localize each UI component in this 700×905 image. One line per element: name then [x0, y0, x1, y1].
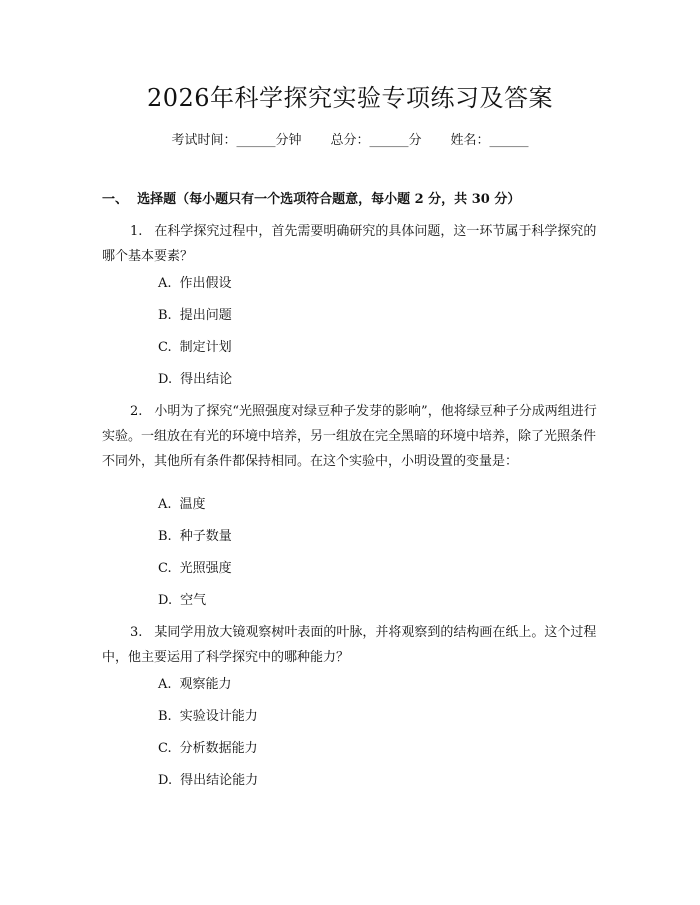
section-number: 一、	[102, 192, 129, 207]
option-letter: A.	[158, 677, 172, 692]
option-text: 温度	[179, 497, 206, 512]
option-2d	[158, 591, 206, 611]
option-1b	[158, 306, 232, 326]
option-letter: B.	[158, 529, 172, 544]
question-2	[102, 399, 600, 474]
page-title: 2026年科学探究实验专项练习及答案	[146, 84, 554, 112]
option-1a	[158, 274, 232, 294]
question-text: 在科学探究过程中，首先需要明确研究的具体问题，这一环节属于科学探究的哪个基本要素？	[102, 224, 597, 264]
question-3	[102, 620, 600, 670]
question-text: 某同学用放大镜观察树叶表面的叶脉，并将观察到的结构画在纸上。这个过程中，他主要运用了科学探究中的哪种能力？	[102, 625, 597, 665]
option-letter: A.	[158, 276, 172, 291]
option-text: 观察能力	[179, 677, 232, 692]
option-letter: D.	[158, 773, 173, 788]
option-letter: C.	[158, 561, 172, 576]
option-letter: D.	[158, 593, 173, 608]
option-text: 制定计划	[179, 340, 232, 355]
option-3c	[158, 739, 258, 759]
total-score: 总分：______分	[330, 133, 422, 148]
option-letter: C.	[158, 340, 172, 355]
question-number: 1.	[130, 224, 143, 239]
option-2b	[158, 527, 232, 547]
option-text: 作出假设	[179, 276, 232, 291]
option-2c	[158, 559, 232, 579]
option-3b	[158, 707, 258, 727]
option-text: 实验设计能力	[179, 709, 258, 724]
exam-time: 考试时间：______分钟	[171, 133, 302, 148]
option-2a	[158, 495, 206, 515]
option-letter: D.	[158, 372, 173, 387]
option-text: 空气	[180, 593, 207, 608]
option-3d	[158, 771, 258, 791]
option-letter: C.	[158, 741, 172, 756]
option-letter: B.	[158, 709, 172, 724]
option-text: 分析数据能力	[179, 741, 258, 756]
option-text: 得出结论	[180, 372, 233, 387]
question-number: 3.	[130, 625, 143, 640]
option-text: 提出问题	[179, 308, 232, 323]
option-text: 光照强度	[179, 561, 232, 576]
question-text: 小明为了探究“光照强度对绿豆种子发芽的影响”，他将绿豆种子分成两组进行实验。一组放在有光的环境中培养，另一组放在完全黑暗的环境中培养，除了光照条件不同外，其他所有条件都保持相同。在这个实验中，小明设置的变量是：	[102, 404, 597, 469]
option-3a	[158, 675, 232, 695]
option-text: 种子数量	[179, 529, 232, 544]
option-letter: B.	[158, 308, 172, 323]
option-1d	[158, 370, 232, 390]
section-title: 选择题（每小题只有一个选项符合题意，每小题 2 分，共 30 分）	[137, 192, 521, 207]
question-number: 2.	[130, 404, 143, 419]
exam-meta	[0, 131, 700, 151]
section-heading	[102, 190, 520, 210]
option-letter: A.	[158, 497, 172, 512]
student-name: 姓名：______	[450, 133, 529, 148]
option-text: 得出结论能力	[180, 773, 259, 788]
option-1c	[158, 338, 232, 358]
question-1	[102, 219, 600, 269]
